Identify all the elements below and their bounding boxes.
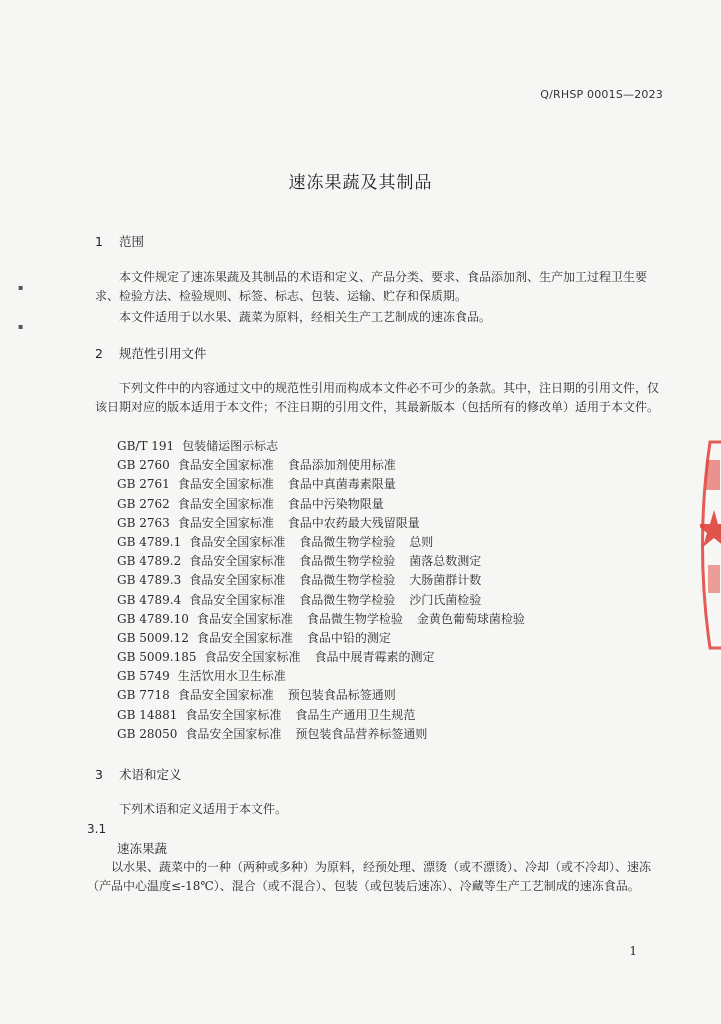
reference-code: GB/T 191 — [117, 439, 175, 453]
term-definition: 以水果、蔬菜中的一种（两种或多种）为原料，经预处理、漂烫（或不漂烫）、冷却（或不冷却）、速冻（产品中心温度≤-18℃）、混合（或不混合）、包装（或包装后速冻）、冷藏等生产工艺制成的速冻食品。 — [87, 860, 652, 893]
reference-subtitle: 预包装食品营养标签通则 — [295, 726, 428, 741]
reference-subtitle: 食品微生物学检验 — [299, 592, 396, 607]
document-title: 速冻果蔬及其制品 — [288, 173, 433, 193]
reference-part: 大肠菌群计数 — [409, 573, 482, 588]
reference-subtitle: 食品微生物学检验 — [299, 554, 396, 569]
reference-title: 生活饮用水卫生标准 — [177, 669, 286, 684]
reference-title: 食品安全国家标准 — [189, 534, 286, 549]
section-2-heading — [95, 344, 207, 362]
reference-code: GB 4789.1 — [117, 534, 182, 549]
reference-part: 总则 — [409, 534, 434, 549]
reference-part: 金黄色葡萄球菌检验 — [416, 611, 525, 626]
margin-dot: ▪ — [18, 322, 24, 331]
reference-title: 食品安全国家标准 — [177, 477, 274, 492]
reference-title: 食品安全国家标准 — [204, 650, 301, 665]
reference-item — [117, 686, 539, 705]
reference-code: GB 4789.3 — [117, 573, 182, 588]
section-3-heading — [95, 765, 182, 783]
subsection-number: 3.1 — [87, 822, 107, 836]
reference-title: 食品安全国家标准 — [189, 554, 286, 569]
reference-title: 食品安全国家标准 — [177, 515, 274, 530]
reference-code: GB 2763 — [117, 515, 170, 530]
reference-item — [117, 610, 539, 629]
reference-code: GB 2760 — [117, 458, 170, 473]
reference-item — [117, 533, 539, 552]
reference-code: GB 2762 — [117, 496, 170, 511]
reference-title: 食品安全国家标准 — [196, 630, 293, 645]
reference-item — [117, 648, 539, 667]
reference-title: 食品安全国家标准 — [185, 726, 282, 741]
term-title: 速冻果蔬 — [117, 841, 168, 856]
references-intro: 下列文件中的内容通过文中的规范性引用而构成本文件必不可少的条款。其中，注日期的引用文件，仅该日期对应的版本适用于本文件；不注日期的引用文件，其最新版本（包括所有的修改单）适用于本文件。 — [95, 381, 660, 414]
scope-paragraph-2: 本文件适用于以水果、蔬菜为原料，经相关生产工艺制成的速冻食品。 — [119, 310, 492, 324]
reference-subtitle: 食品中真菌毒素限量 — [287, 477, 396, 492]
reference-subtitle: 食品中农药最大残留限量 — [287, 515, 420, 530]
reference-title: 食品安全国家标准 — [189, 573, 286, 588]
reference-title: 食品安全国家标准 — [189, 592, 286, 607]
reference-subtitle: 食品生产通用卫生规范 — [295, 707, 416, 722]
reference-list — [117, 437, 539, 744]
reference-item — [117, 437, 539, 456]
page-number: 1 — [629, 944, 637, 958]
reference-subtitle: 食品微生物学检验 — [299, 573, 396, 588]
reference-subtitle: 食品中铅的测定 — [306, 630, 391, 645]
section-number: 2 — [95, 346, 103, 361]
reference-item — [117, 725, 539, 744]
margin-dot: ▪ — [18, 283, 24, 292]
reference-item — [117, 629, 539, 648]
scope-paragraph-1: 本文件规定了速冻果蔬及其制品的术语和定义、产品分类、要求、食品添加剂、生产加工过程卫生要求、检验方法、检验规则、标签、标志、包装、运输、贮存和保质期。 — [95, 270, 648, 303]
section-title: 范围 — [118, 234, 144, 249]
reference-code: GB 14881 — [117, 707, 178, 722]
reference-code: GB 5749 — [117, 669, 170, 684]
reference-title: 食品安全国家标准 — [196, 611, 293, 626]
reference-item — [117, 514, 539, 533]
section-title: 术语和定义 — [118, 767, 182, 782]
reference-subtitle: 食品添加剂使用标准 — [287, 458, 396, 473]
reference-item — [117, 591, 539, 610]
reference-subtitle: 预包装食品标签通则 — [287, 688, 396, 703]
document-code: Q/RHSP 0001S—2023 — [540, 88, 663, 101]
red-seal-stamp — [700, 440, 721, 650]
reference-item — [117, 456, 539, 475]
reference-code: GB 4789.2 — [117, 554, 182, 569]
reference-subtitle: 食品中污染物限量 — [287, 496, 384, 511]
reference-subtitle: 食品微生物学检验 — [299, 534, 396, 549]
reference-part: 沙门氏菌检验 — [409, 592, 482, 607]
section-number: 1 — [95, 234, 103, 249]
reference-item — [117, 571, 539, 590]
reference-subtitle: 食品微生物学检验 — [306, 611, 403, 626]
reference-part: 菌落总数测定 — [409, 554, 482, 569]
reference-title: 食品安全国家标准 — [177, 496, 274, 511]
reference-title: 食品安全国家标准 — [185, 707, 282, 722]
reference-code: GB 2761 — [117, 477, 170, 492]
section-number: 3 — [95, 767, 103, 782]
reference-item — [117, 667, 539, 686]
terms-intro: 下列术语和定义适用于本文件。 — [119, 802, 288, 816]
reference-code: GB 5009.12 — [117, 630, 189, 645]
reference-item — [117, 706, 539, 725]
reference-code: GB 28050 — [117, 726, 178, 741]
reference-subtitle: 食品中展青霉素的测定 — [314, 650, 435, 665]
reference-item — [117, 475, 539, 494]
reference-code: GB 4789.10 — [117, 611, 189, 626]
section-title: 规范性引用文件 — [118, 346, 207, 361]
reference-title: 包装储运图示标志 — [182, 439, 279, 453]
reference-item — [117, 552, 539, 571]
reference-title: 食品安全国家标准 — [177, 458, 274, 473]
section-1-heading — [95, 232, 144, 250]
reference-code: GB 7718 — [117, 688, 170, 703]
reference-code: GB 5009.185 — [117, 650, 197, 665]
reference-code: GB 4789.4 — [117, 592, 182, 607]
reference-title: 食品安全国家标准 — [177, 688, 274, 703]
reference-item — [117, 495, 539, 514]
